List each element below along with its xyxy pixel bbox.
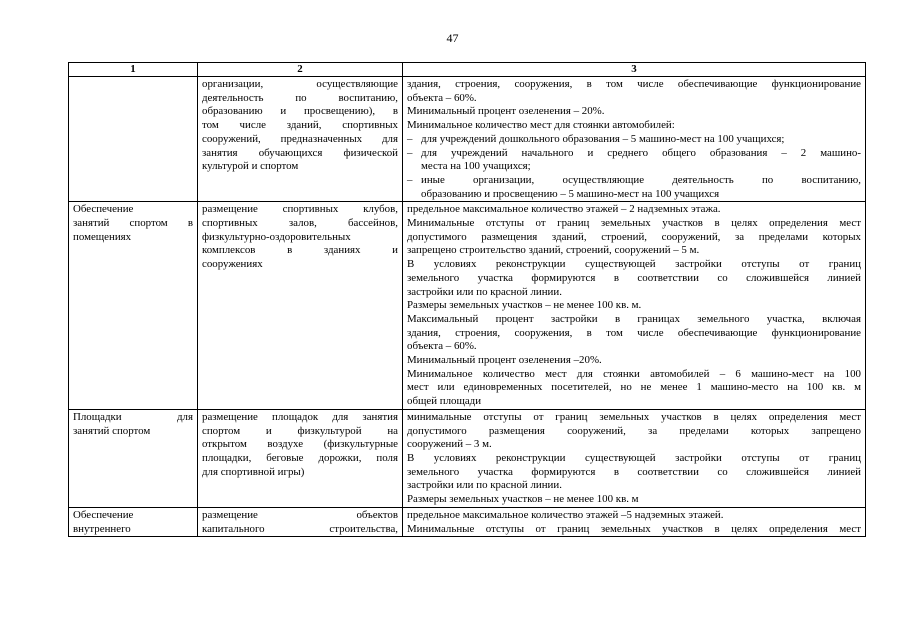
table-row (69, 77, 866, 202)
parameters-cell (403, 507, 866, 536)
cell-line: комплексов в зданиях и (202, 244, 398, 257)
cell-line: Минимальный процент озеленения –20%. (407, 354, 602, 367)
cell-line: сооружениях (202, 258, 263, 271)
cell-line: открытом воздухе (физкультурные (202, 438, 398, 451)
use-description-cell (198, 409, 403, 507)
cell-line: здания, строения, сооружения, в том числе обеспечивающие функционирование (407, 326, 861, 339)
cell-line: занятия обучающихся физической (202, 146, 398, 159)
cell-line: Размеры земельных участков – не менее 100 кв. м. (407, 299, 642, 312)
list-item (407, 133, 861, 147)
use-description-cell (198, 507, 403, 536)
cell-line: места на 100 учащихся; (421, 160, 531, 173)
use-type-cell (69, 77, 198, 202)
use-description-cell (198, 202, 403, 410)
cell-line: спортивных залов, бассейнов, (202, 217, 398, 230)
parameters-cell (403, 409, 866, 507)
cell-line: Размеры земельных участков – не менее 100 кв. м (407, 493, 639, 506)
parameters-cell (403, 202, 866, 410)
dash-bullet: – (407, 132, 413, 145)
cell-line: образованию и просвещению – 5 машино-мест на 100 учащихся (421, 187, 720, 200)
list-item-text: для учреждений начального и среднего общего образования – 2 машино- (421, 146, 861, 159)
cell-line: запрещено строительство зданий, строений, сооружений – 5 м. (407, 244, 700, 257)
cell-line: допустимого размещения зданий, строений, сооружений, за пределами которых (407, 230, 861, 243)
cell-line: застройки или по красной линии. (407, 479, 562, 492)
cell-line: размещение объектов (202, 508, 398, 521)
cell-line: физкультурно-оздоровительных (202, 230, 351, 243)
use-type-cell (69, 202, 198, 410)
cell-line: земельного участка формируются в соответствии со сложившейся линией (407, 465, 861, 478)
cell-line: общей площади (407, 395, 482, 408)
cell-line: земельного участка формируются в соответствии со сложившейся линией (407, 271, 861, 284)
cell-line: деятельность по воспитанию, (202, 91, 398, 104)
cell-line: предельное максимальное количество этажей –5 надземных этажей. (407, 508, 724, 521)
cell-line: допустимого размещения сооружений, за пределами которых запрещено (407, 424, 861, 437)
regulations-table (68, 62, 866, 537)
use-type-cell (69, 507, 198, 536)
cell-line: минимальные отступы от границ земельных участков в целях определения мест (407, 410, 861, 423)
cell-line: предельное максимальное количество этажей – 2 надземных этажа. (407, 203, 721, 216)
cell-line: объекта – 60%. (407, 91, 477, 104)
cell-line: том числе зданий, спортивных (202, 119, 398, 132)
list-item-text: для учреждений дошкольного образования – 5 машино-мест на 100 учащихся; (421, 132, 785, 145)
table-row (69, 507, 866, 536)
cell-line: В условиях реконструкции существующей застройки отступы от границ (407, 258, 861, 271)
table-row (69, 202, 866, 410)
cell-line: здания, строения, сооружения, в том числе обеспечивающие функционирование (407, 78, 861, 90)
cell-line: размещение площадок для занятия (202, 410, 398, 423)
column-header-2: 2 (198, 63, 403, 77)
list-item-text: иные организации, осуществляющие деятельность по воспитанию, (421, 173, 861, 186)
cell-line: сооружений, предназначенных для (202, 132, 398, 145)
column-header-3: 3 (403, 63, 866, 77)
list-item (407, 174, 861, 188)
cell-line: организации, осуществляющие (202, 78, 398, 90)
dash-bullet: – (407, 173, 413, 186)
use-description-cell (198, 77, 403, 202)
page-number: 47 (446, 31, 459, 45)
cell-line: капитального строительства, (202, 522, 398, 535)
cell-line: для спортивной игры) (202, 465, 305, 478)
column-header-1: 1 (69, 63, 198, 77)
cell-line: внутреннего (73, 522, 131, 535)
cell-line: мест или единовременных посетителей, но не менее 1 машино-место на 100 кв. м (407, 381, 861, 394)
cell-line: Минимальное количество мест для стоянки автомобилей – 6 машино-мест на 100 (407, 367, 861, 380)
cell-line: спортом и физкультурой на (202, 424, 398, 437)
cell-line: Максимальный процент застройки в границах земельного участка, включая (407, 312, 861, 325)
cell-line: Обеспечение (73, 508, 134, 521)
cell-line: площадки, беговые дорожки, поля (202, 451, 398, 464)
use-type-cell (69, 409, 198, 507)
cell-line: помещениях (73, 230, 132, 243)
cell-line: Минимальный процент озеленения – 20%. (407, 105, 605, 118)
cell-line: образованию и просвещению), в (202, 105, 398, 118)
cell-line: занятий спортом (73, 424, 151, 437)
cell-line: занятий спортом в (73, 217, 193, 230)
cell-line: застройки или по красной линии. (407, 285, 562, 298)
cell-line: Минимальные отступы от границ земельных участков в целях определения мест (407, 217, 861, 230)
dash-bullet: – (407, 146, 413, 159)
cell-line: объекта – 60%. (407, 340, 477, 353)
list-item (407, 147, 861, 161)
cell-line: Минимальное количество мест для стоянки автомобилей: (407, 119, 675, 132)
cell-line: Площадки для (73, 410, 193, 423)
cell-line: Обеспечение (73, 203, 134, 216)
table-row (69, 409, 866, 507)
cell-line: размещение спортивных клубов, (202, 203, 398, 216)
cell-line: сооружений – 3 м. (407, 438, 492, 451)
cell-line: В условиях реконструкции существующей застройки отступы от границ (407, 451, 861, 464)
table-header-row (69, 63, 866, 77)
cell-line: культурой и спортом (202, 160, 299, 173)
cell-line: Минимальные отступы от границ земельных участков в целях определения мест (407, 522, 861, 535)
parameters-cell (403, 77, 866, 202)
